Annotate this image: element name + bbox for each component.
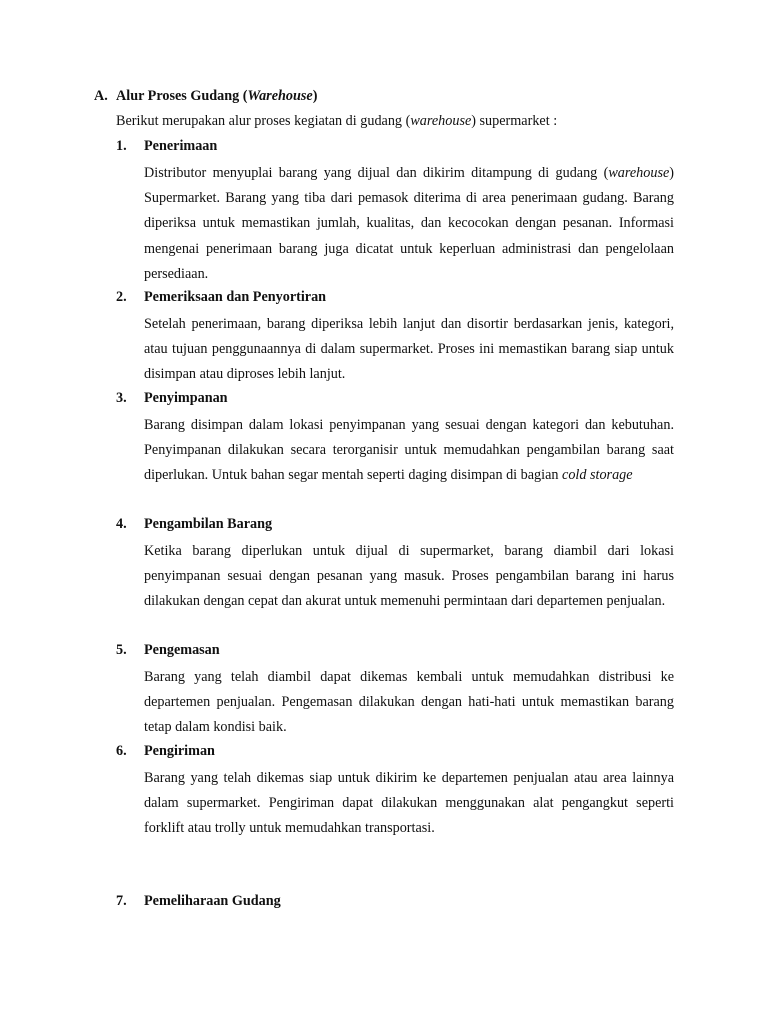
list-item-pengambilan [116,514,674,615]
item-number: 5. [116,642,127,658]
item-number: 2. [116,289,127,305]
item-body-italic: cold storage [562,467,633,484]
item-number: 1. [116,138,127,154]
list-item-pengemasan [116,640,674,741]
item-title [116,136,674,156]
item-heading: Pemeriksaan dan Penyortiran [144,289,327,305]
list-item-pemeriksaan [116,287,674,388]
item-body [144,413,674,489]
item-body-text: Distributor menyuplai barang yang dijual dan dikirim ditampung di gudang ( [144,165,609,181]
section-letter: A. [94,88,108,104]
item-heading: Pengiriman [144,743,215,759]
item-body: Setelah penerimaan, barang diperiksa lebih lanjut dan disortir berdasarkan jenis, kategori, atau tujuan penggunaannya di dalam supermarket. Proses ini memastikan barang siap untuk disimpan atau diproses lebih lanjut. [144,316,674,383]
item-body-text-cont: ) Supermarket. Barang yang tiba dari pemasok diterima di area penerimaan gudang. Barang diperiksa untuk memastikan jumlah, kualitas, dan kecocokan dengan pesanan. Informasi mengenai penerimaan barang juga dicatat untuk keperluan administrasi dan pengelolaan persediaan. [144,165,674,282]
item-number: 6. [116,743,127,759]
item-body: Ketika barang diperlukan untuk dijual di supermarket, barang diambil dari lokasi penyimpanan sesuai dengan pesanan yang masuk. Proses pengambilan barang ini harus dilakukan dengan cepat dan akurat untuk memenuhi permintaan dari departemen penjualan. [144,543,674,610]
item-body: Barang yang telah diambil dapat dikemas kembali untuk memudahkan distribusi ke departemen penjualan. Pengemasan dilakukan dengan hati-hati untuk memastikan barang tetap dalam kondisi baik. [144,669,674,736]
section-intro [116,111,557,131]
intro-prefix: Berikut merupakan alur proses kegiatan di gudang ( [116,113,411,129]
section-heading [94,86,317,106]
item-body-italic: warehouse [608,165,670,181]
item-heading: Pengambilan Barang [144,516,273,532]
item-number: 4. [116,516,127,532]
item-number: 7. [116,893,127,909]
list-item-pengiriman [116,741,674,842]
item-heading: Penerimaan [144,138,218,154]
item-heading: Penyimpanan [144,390,228,406]
item-body-text: Barang disimpan dalam lokasi penyimpanan yang sesuai dengan kategori dan kebutuhan. Penyimpanan dilakukan secara terorganisir untuk memudahkan pengambilan barang saat diperlukan. Untuk bahan segar mentah seperti daging disimpan di bagian [144,417,674,484]
list-item-pemeliharaan [116,891,674,911]
item-title [116,514,674,534]
item-number: 3. [116,390,127,406]
item-body [144,161,674,287]
item-title [116,388,674,408]
list-item-penerimaan [116,136,674,287]
section-title-suffix: ) [312,88,318,104]
item-title [116,640,674,660]
intro-suffix: ) supermarket : [471,113,558,129]
section-title-italic: Warehouse [247,88,313,104]
item-heading: Pemeliharaan Gudang [144,893,281,909]
item-body: Barang yang telah dikemas siap untuk dikirim ke departemen penjualan atau area lainnya dalam supermarket. Pengiriman dapat dilakukan menggunakan alat pengangkut seperti forklift atau trolly untuk memudahkan transportasi. [144,770,674,837]
item-title [116,741,674,761]
list-item-penyimpanan [116,388,674,489]
section-title-prefix: Alur Proses Gudang ( [116,88,248,104]
item-title [116,287,674,307]
item-heading: Pengemasan [144,642,220,658]
item-title [116,891,674,911]
intro-italic: warehouse [410,113,472,129]
